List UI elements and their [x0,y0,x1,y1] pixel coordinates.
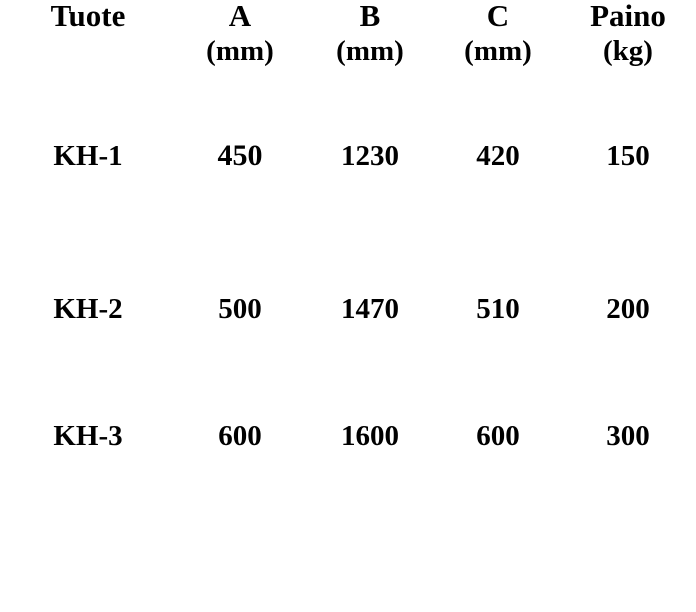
column-unit-c [436,31,560,66]
cell-c [436,373,560,500]
cell-product-text: KH-1 [53,139,123,172]
column-unit-a-label: (mm) [206,35,274,67]
cell-c-text: 510 [476,293,520,325]
cell-b [304,373,436,500]
column-header-b [304,0,436,31]
column-unit-weight [560,31,696,66]
table-row [0,66,696,246]
column-unit-a [176,31,304,66]
cell-product-text: KH-2 [53,293,123,325]
cell-product [0,373,176,500]
column-unit-b [304,31,436,66]
column-unit-product [0,31,176,66]
column-header-weight-label: Paino [590,0,666,33]
table-header [0,0,696,66]
column-header-b-label: B [359,0,381,33]
cell-b [304,246,436,373]
cell-weight-text: 300 [606,420,650,452]
cell-weight [560,246,696,373]
cell-c-text: 600 [476,420,520,452]
column-header-product [0,0,176,31]
cell-product-text: KH-3 [53,420,123,452]
column-unit-b-label: (mm) [336,35,404,67]
table-body [0,66,696,500]
column-header-weight [560,0,696,31]
cell-a [176,246,304,373]
table-row [0,246,696,373]
cell-product [0,246,176,373]
cell-product [0,66,176,246]
cell-a [176,66,304,246]
cell-a [176,373,304,500]
table-row [0,373,696,500]
cell-a-text: 450 [217,139,263,172]
header-row-labels [0,0,696,31]
column-header-c [436,0,560,31]
column-unit-c-label: (mm) [464,35,532,67]
cell-a-text: 600 [218,420,262,452]
cell-c-text: 420 [476,139,520,172]
cell-c [436,246,560,373]
column-header-a [176,0,304,31]
cell-weight-text: 200 [606,293,650,325]
cell-b-text: 1600 [341,420,399,452]
cell-b-text: 1470 [341,293,399,325]
cell-weight-text: 150 [606,139,650,172]
cell-weight [560,373,696,500]
column-unit-weight-label: (kg) [603,35,653,67]
cell-weight [560,66,696,246]
column-header-product-label: Tuote [50,0,126,33]
header-row-units [0,31,696,66]
cell-b-text: 1230 [341,139,399,172]
cell-a-text: 500 [218,293,262,325]
cell-b [304,66,436,246]
cell-c [436,66,560,246]
column-header-c-label: C [486,0,510,33]
column-header-a-label: A [228,0,252,33]
